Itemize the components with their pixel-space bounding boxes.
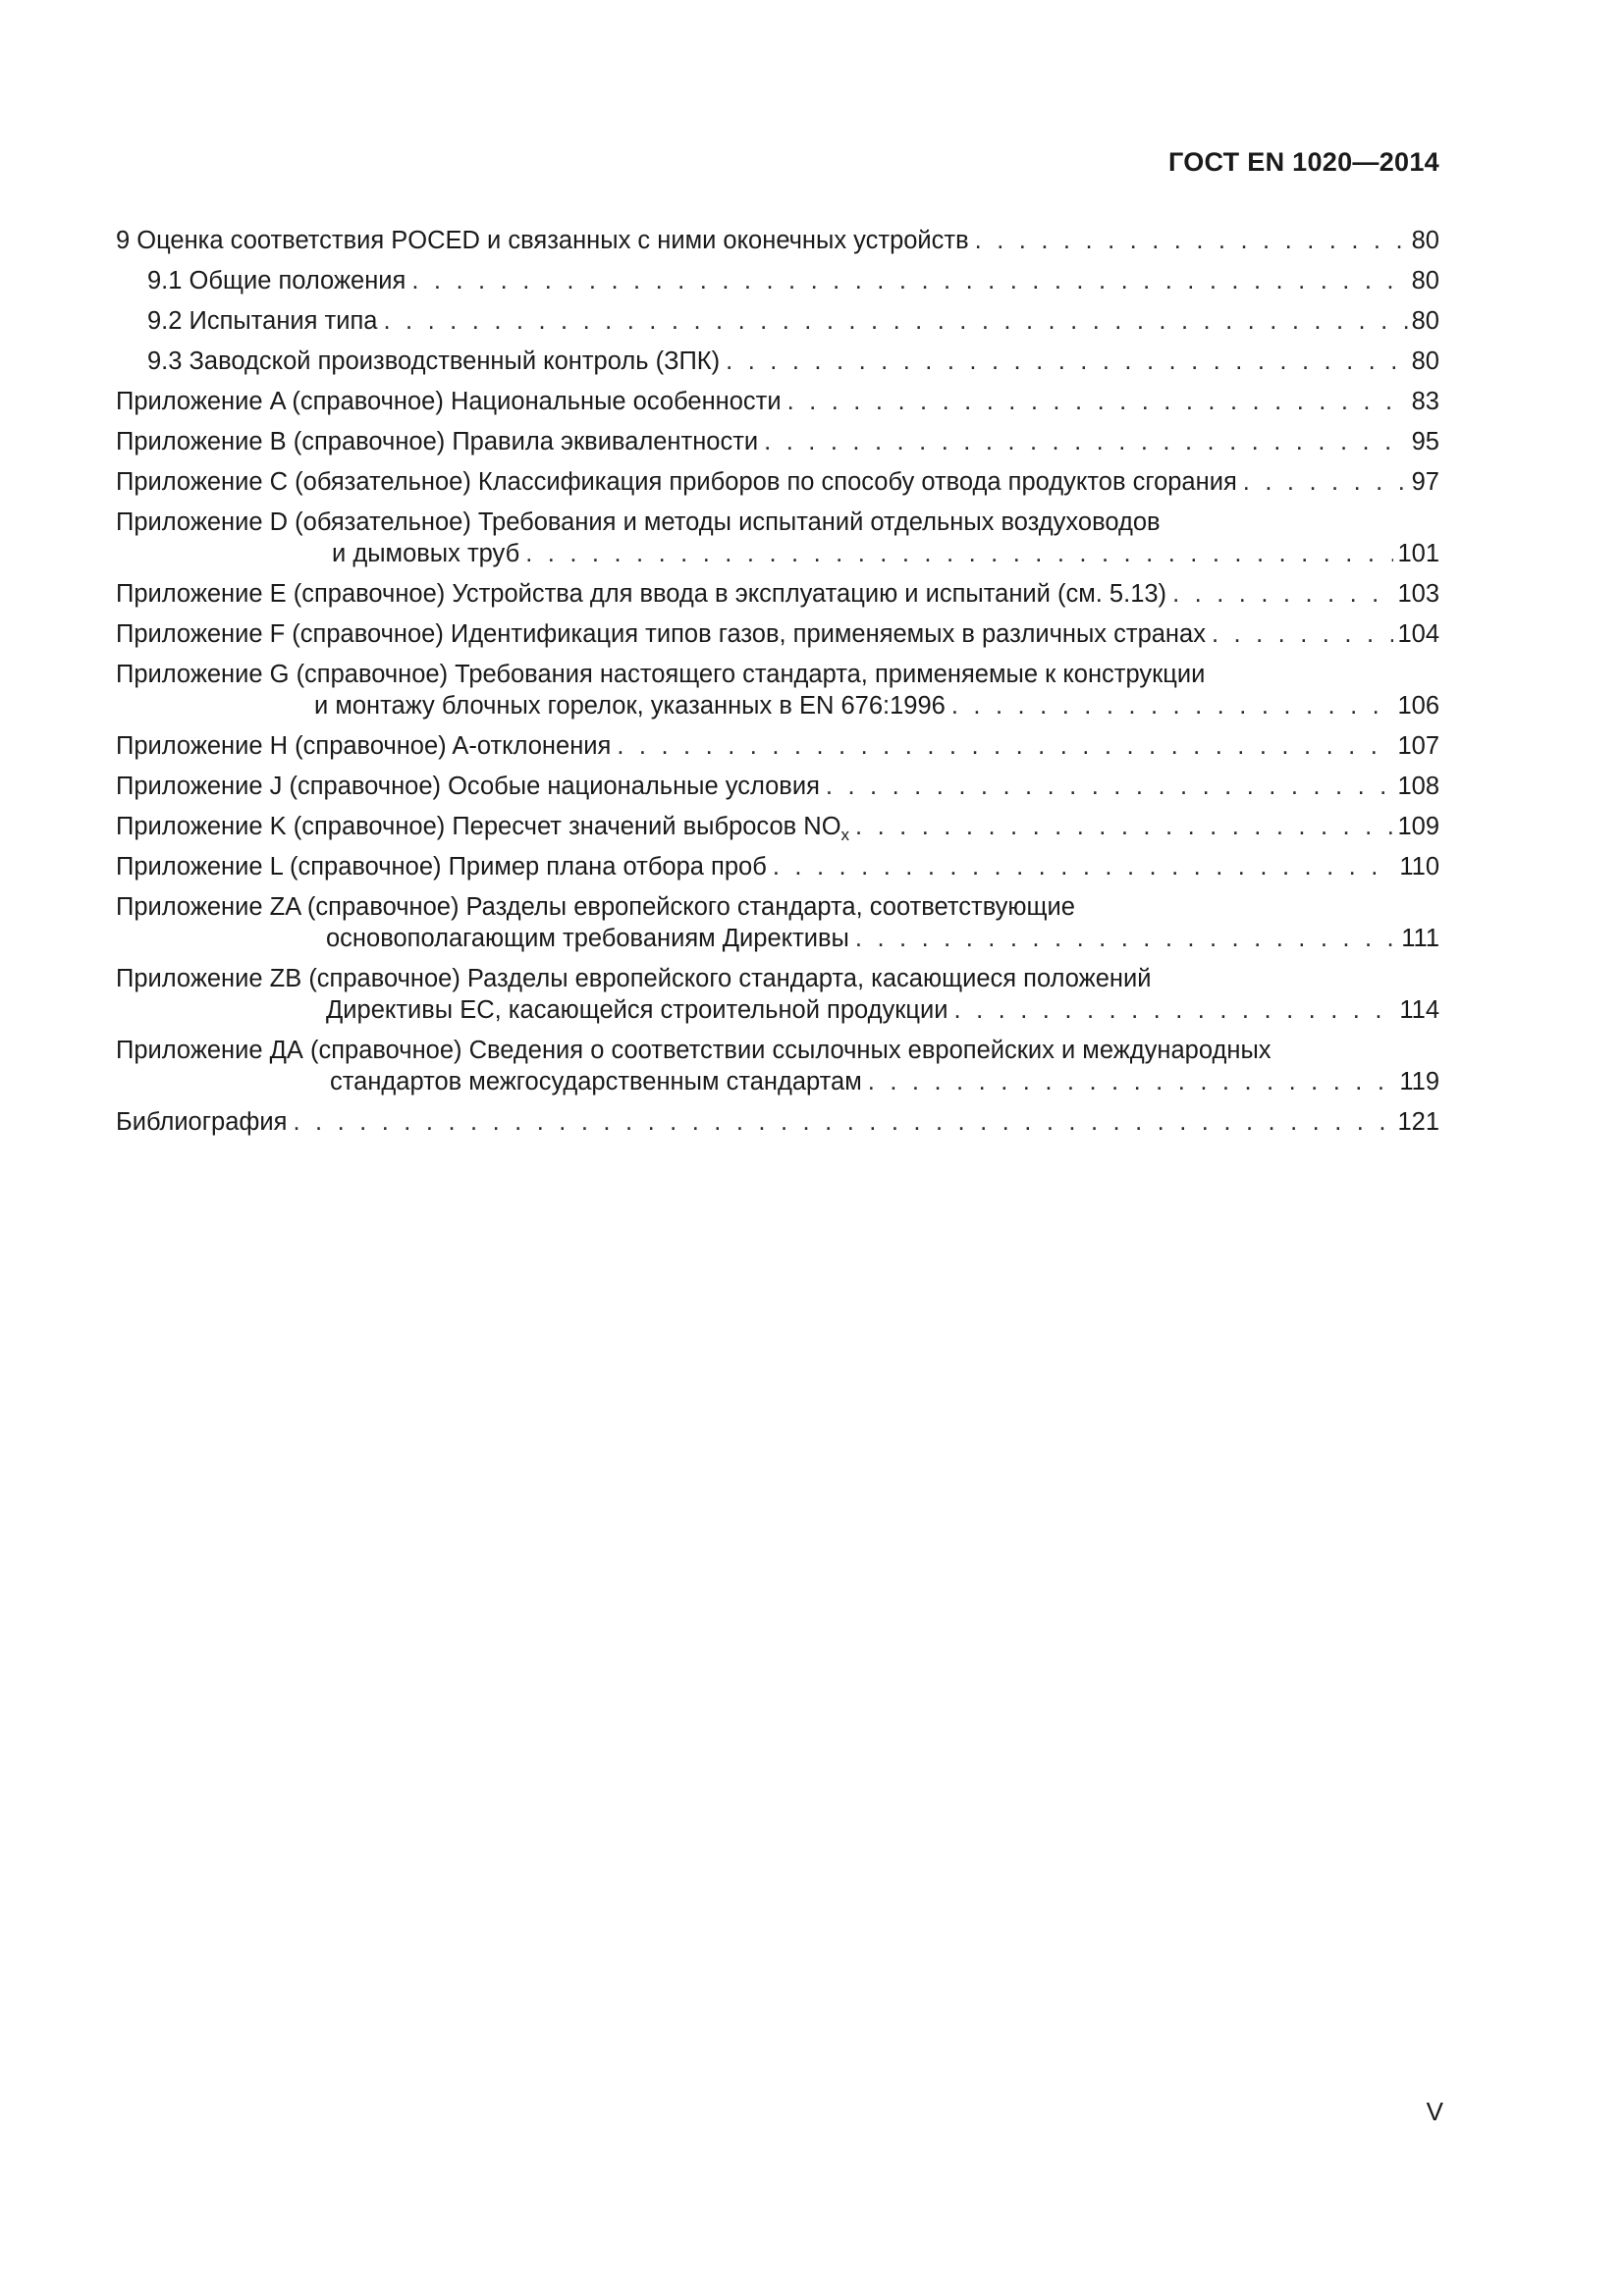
toc-leader-dots — [726, 346, 1407, 377]
toc-entry-annex-k[interactable] — [116, 811, 1439, 842]
toc-entry-page: 104 — [1397, 620, 1439, 648]
toc-leader-dots — [411, 265, 1407, 296]
toc-entry-first-line: Приложение ZA (справочное) Разделы европейского стандарта, соответствующие — [116, 893, 1075, 921]
toc-entry-annex-e[interactable] — [116, 578, 1439, 610]
toc-leader-dots — [826, 771, 1394, 802]
toc-entry-first-line: Приложение ZB (справочное) Разделы европейского стандарта, касающиеся положений — [116, 965, 1152, 992]
subscript-x: x — [840, 826, 850, 844]
toc-entry-text: 9 Оценка соответствия POCED и связанных с ними оконечных устройств — [116, 227, 969, 254]
toc-entry-9-3[interactable] — [116, 346, 1439, 377]
toc-leader-dots — [1172, 578, 1393, 610]
toc-entry-text: стандартов межгосударственным стандартам — [330, 1068, 862, 1095]
toc-entry-9[interactable] — [116, 225, 1439, 256]
toc-entry-page: 110 — [1399, 853, 1439, 881]
toc-leader-dots — [1243, 466, 1408, 498]
toc-entry-page: 101 — [1397, 540, 1439, 567]
toc-entry-page: 119 — [1399, 1068, 1439, 1095]
toc-entry-9-1[interactable] — [116, 265, 1439, 296]
toc-entry-annex-zb[interactable] — [116, 963, 1439, 1026]
toc-entry-text: 9.1 Общие положения — [147, 267, 406, 294]
toc-entry-page: 80 — [1411, 267, 1439, 294]
toc-entry-page: 109 — [1397, 813, 1439, 840]
toc-entry-annex-g[interactable] — [116, 659, 1439, 721]
toc-leader-dots — [951, 690, 1394, 721]
toc-leader-dots — [1212, 618, 1394, 650]
toc-entry-text: Приложение H (справочное) A-отклонения — [116, 732, 612, 760]
toc-leader-dots — [773, 851, 1396, 882]
toc-entry-text-main: Приложение K (справочное) Пересчет значений выбросов NO — [116, 813, 841, 840]
toc-entry-text: и монтажу блочных горелок, указанных в EN 676:1996 — [314, 692, 946, 720]
toc-entry-annex-da[interactable] — [116, 1035, 1439, 1097]
toc-entry-annex-h[interactable] — [116, 730, 1439, 762]
toc-entry-text: 9.2 Испытания типа — [147, 307, 378, 335]
toc-entry-text: 9.3 Заводской производственный контроль (ЗПК) — [147, 347, 721, 375]
toc-entry-text — [116, 811, 849, 842]
toc-leader-dots — [293, 1106, 1393, 1138]
toc-entry-page: 108 — [1397, 773, 1439, 800]
toc-entry-text: Приложение C (обязательное) Классификация приборов по способу отвода продуктов сгорания — [116, 468, 1237, 496]
toc-entry-bibliography[interactable] — [116, 1106, 1439, 1138]
toc-entry-annex-c[interactable] — [116, 466, 1439, 498]
toc-leader-dots — [855, 811, 1393, 842]
document-code: ГОСТ EN 1020—2014 — [1167, 147, 1439, 177]
toc-entry-page: 83 — [1411, 388, 1439, 415]
toc-entry-page: 107 — [1397, 732, 1439, 760]
toc-leader-dots — [975, 225, 1408, 256]
toc-entry-page: 114 — [1399, 996, 1439, 1024]
toc-entry-text: Директивы ЕС, касающейся строительной продукции — [326, 996, 948, 1024]
toc-leader-dots — [954, 994, 1396, 1026]
toc-entry-text: Приложение A (справочное) Национальные особенности — [116, 388, 782, 415]
toc-entry-annex-f[interactable] — [116, 618, 1439, 650]
toc-leader-dots — [617, 730, 1393, 762]
toc-entry-annex-b[interactable] — [116, 426, 1439, 457]
toc-entry-9-2[interactable] — [116, 305, 1439, 337]
toc-entry-page: 106 — [1397, 692, 1439, 720]
toc-entry-annex-za[interactable] — [116, 891, 1439, 954]
toc-leader-dots — [868, 1066, 1396, 1097]
toc-entry-page: 95 — [1411, 428, 1439, 455]
toc-entry-text: Библиография — [116, 1108, 288, 1136]
toc-entry-annex-j[interactable] — [116, 771, 1439, 802]
toc-entry-annex-a[interactable] — [116, 386, 1439, 417]
toc-entry-page: 80 — [1411, 307, 1439, 335]
toc-entry-annex-l[interactable] — [116, 851, 1439, 882]
toc-entry-page: 97 — [1411, 468, 1439, 496]
toc-leader-dots — [383, 305, 1407, 337]
toc-entry-text: Приложение B (справочное) Правила эквивалентности — [116, 428, 759, 455]
toc-leader-dots — [525, 538, 1393, 569]
toc-entry-page: 121 — [1397, 1108, 1439, 1136]
toc-entry-page: 111 — [1401, 925, 1439, 952]
page-number: V — [1426, 2097, 1443, 2126]
toc-leader-dots — [787, 386, 1408, 417]
toc-entry-page: 80 — [1411, 347, 1439, 375]
toc-entry-first-line: Приложение D (обязательное) Требования и методы испытаний отдельных воздуховодов — [116, 508, 1161, 536]
toc-entry-page: 80 — [1411, 227, 1439, 254]
toc-entry-text: основополагающим требованиям Директивы — [326, 925, 849, 952]
toc-entry-text: Приложение E (справочное) Устройства для ввода в эксплуатацию и испытаний (см. 5.13) — [116, 580, 1167, 608]
toc-entry-text: и дымовых труб — [332, 540, 520, 567]
toc-entry-first-line: Приложение G (справочное) Требования настоящего стандарта, применяемые к конструкции — [116, 661, 1206, 688]
toc-entry-text: Приложение J (справочное) Особые национальные условия — [116, 773, 820, 800]
toc-entry-text: Приложение F (справочное) Идентификация типов газов, применяемых в различных странах — [116, 620, 1206, 648]
toc-entry-annex-d[interactable] — [116, 507, 1439, 569]
toc-entry-text: Приложение L (справочное) Пример плана отбора проб — [116, 853, 767, 881]
toc-leader-dots — [764, 426, 1407, 457]
table-of-contents — [116, 225, 1439, 1147]
toc-leader-dots — [855, 923, 1397, 954]
toc-entry-first-line: Приложение ДА (справочное) Сведения о соответствии ссылочных европейских и международных — [116, 1037, 1272, 1064]
toc-entry-page: 103 — [1397, 580, 1439, 608]
